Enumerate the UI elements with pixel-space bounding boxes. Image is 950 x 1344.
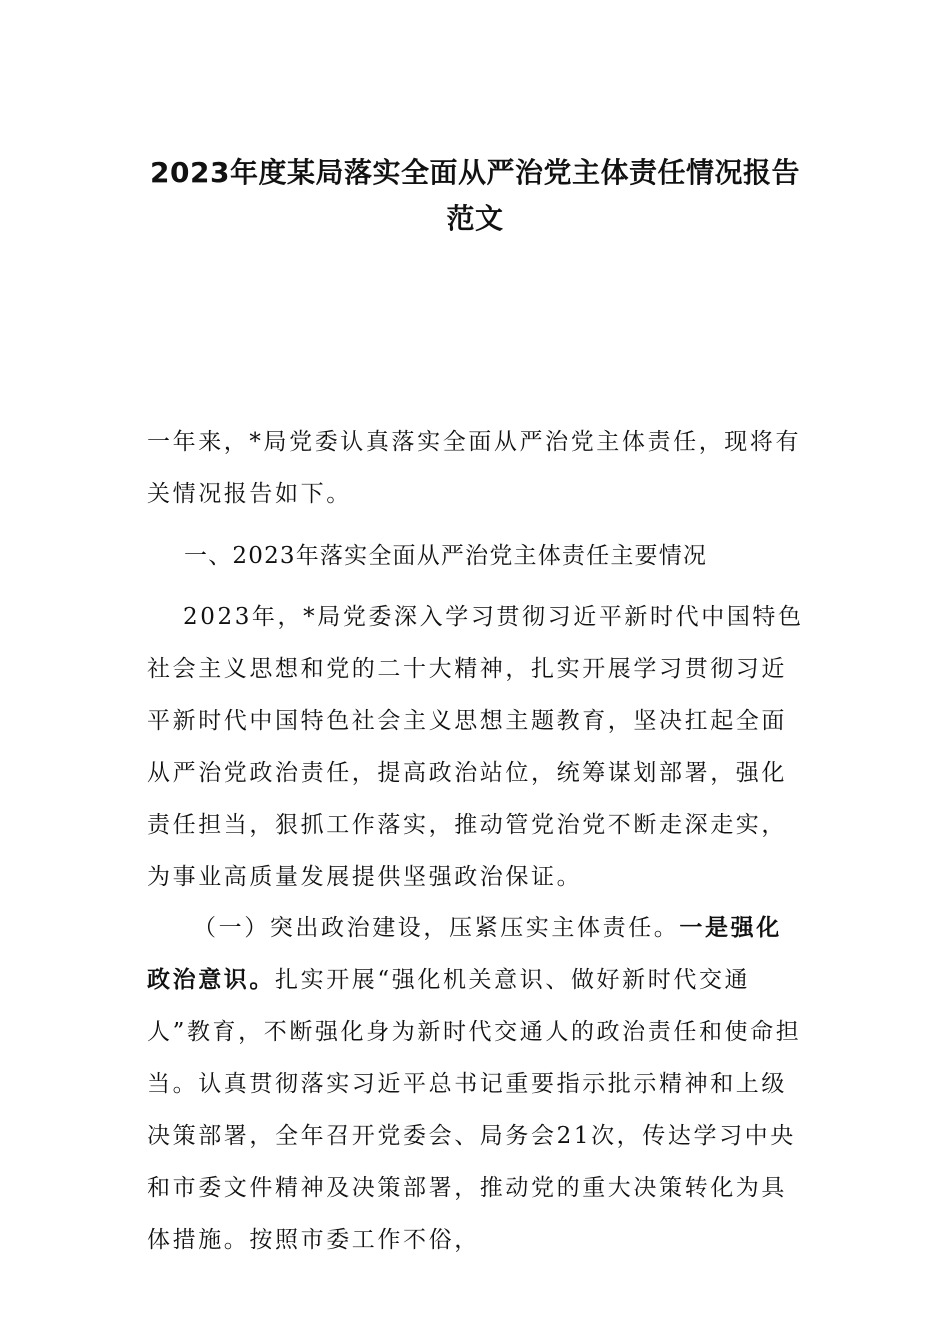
paragraph-3-bold-phrase: 一是强化政治意识。	[147, 914, 782, 993]
body-paragraph-3	[147, 902, 807, 1266]
paragraph-3-rest: 扎实开展“强化机关意识、做好新时代交通人”教育，不断强化身为新时代交通人的政治责任和使命担当。认真贯彻落实习近平总书记重要指示批示精神和上级决策部署，全年召开党委会、局务会21次，传达学习中央和市委文件精神及决策部署，推动党的重大决策转化为具体措施。按照市委工作不俗，	[147, 967, 802, 1253]
title-line-2: 范文	[446, 202, 504, 235]
body-paragraph-2: 2023年，*局党委深入学习贯彻习近平新时代中国特色社会主义思想和党的二十大精神，扎实开展学习贯彻习近平新时代中国特色社会主义思想主题教育，坚决扛起全面从严治党政治责任，提高政治站位，统筹谋划部署，强化责任担当，狠抓工作落实，推动管党治党不断走深走实，为事业高质量发展提供坚强政治保证。	[147, 604, 804, 890]
title-line-1: 2023年度某局落实全面从严治党主体责任情况报告	[150, 156, 800, 189]
document-title	[120, 150, 830, 242]
section-heading-1: 一、2023年落实全面从严治党主体责任主要情况	[184, 543, 708, 569]
paragraph-3-lead: （一）突出政治建设，压紧压实主体责任。	[193, 915, 680, 941]
intro-paragraph: 一年来，*局党委认真落实全面从严治党主体责任，现将有关情况报告如下。	[147, 429, 802, 507]
